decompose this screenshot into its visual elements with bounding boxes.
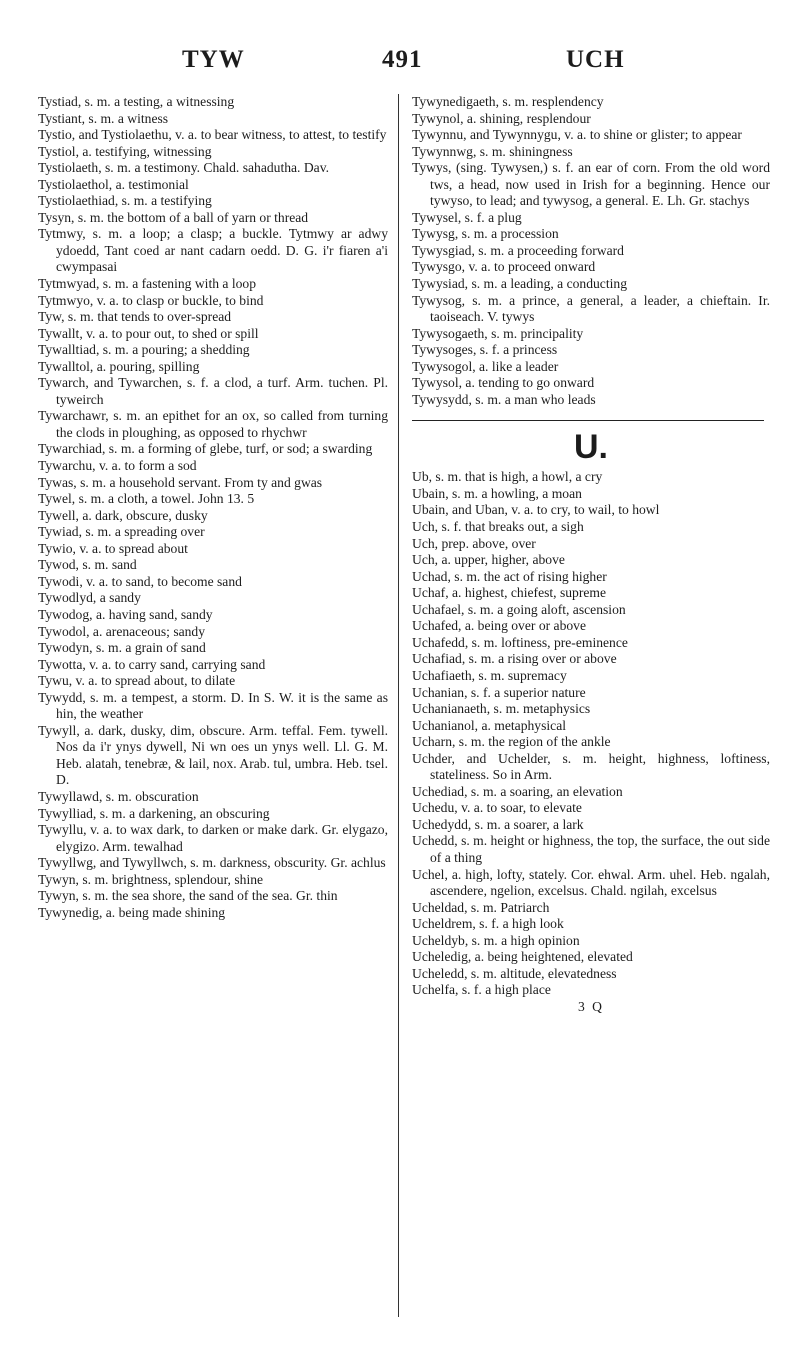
- dictionary-entry: Ucheledd, s. m. altitude, elevatedness: [412, 965, 617, 981]
- dictionary-entry: Uchelfa, s. f. a high place: [412, 982, 551, 998]
- dictionary-entry: Uchanianol, a. metaphysical: [412, 717, 567, 733]
- right-column-top-entries: [412, 94, 770, 408]
- dictionary-entry: Ubain, s. m. a howling, a moan: [412, 485, 582, 501]
- dictionary-entry: Tywarch, and Tywarchen, s. f. a clod, a turf. Arm. tuchen. Pl. tyweirch: [38, 375, 388, 407]
- dictionary-entry: Uch, prep. above, over: [412, 535, 536, 551]
- dictionary-entry: Uchder, and Uchelder, s. m. height, highness, loftiness, stateliness. So in Arm.: [412, 750, 770, 783]
- column-divider: [398, 94, 399, 1317]
- dictionary-entry: Tystiolaethol, a. testimonial: [38, 176, 189, 192]
- dictionary-entry: Uchafael, s. m. a going aloft, ascension: [412, 601, 626, 617]
- dictionary-entry: Tystio, and Tystiolaethu, v. a. to bear witness, to attest, to testify: [38, 127, 387, 143]
- dictionary-entry: Tywodi, v. a. to sand, to become sand: [38, 573, 242, 589]
- dictionary-entry: Tywysog, s. m. a prince, a general, a leader, a chieftain. Ir. taoiseach. V. tywys: [412, 292, 770, 325]
- dictionary-entry: Tywiad, s. m. a spreading over: [38, 524, 205, 540]
- dictionary-entry: Tywynnu, and Tywynnygu, v. a. to shine or glister; to appear: [412, 127, 742, 143]
- dictionary-entry: Tywyn, s. m. brightness, splendour, shine: [38, 871, 264, 887]
- dictionary-entry: Tywarchu, v. a. to form a sod: [38, 458, 197, 474]
- dictionary-entry: Tywys, (sing. Tywysen,) s. f. an ear of corn. From the old word tws, a head, now used in Irish for a beginning. Hence our tywyso, to lead; and tywysog, a general. E. Lh. Gr. stachys: [412, 160, 770, 209]
- right-column: [412, 94, 770, 1015]
- dictionary-entry: Tywysel, s. f. a plug: [412, 209, 522, 225]
- dictionary-entry: Uch, a. upper, higher, above: [412, 552, 565, 568]
- dictionary-entry: Uchafed, a. being over or above: [412, 618, 586, 634]
- dictionary-entry: Uchedydd, s. m. a soarer, a lark: [412, 816, 584, 832]
- section-letter: U.: [574, 428, 608, 467]
- dictionary-entry: Uchafiad, s. m. a rising over or above: [412, 651, 617, 667]
- dictionary-entry: Uchedu, v. a. to soar, to elevate: [412, 800, 582, 816]
- dictionary-entry: Ucheldrem, s. f. a high look: [412, 916, 564, 932]
- dictionary-entry: Uch, s. f. that breaks out, a sigh: [412, 519, 584, 535]
- dictionary-entry: Tywysoges, s. f. a princess: [412, 342, 558, 358]
- dictionary-entry: Tywyn, s. m. the sea shore, the sand of the sea. Gr. thin: [38, 888, 338, 904]
- dictionary-entry: Ucheldyb, s. m. a high opinion: [412, 932, 580, 948]
- dictionary-entry: Tystiolaethiad, s. m. a testifying: [38, 193, 212, 209]
- header-right-guideword: UCH: [566, 46, 625, 73]
- dictionary-entry: Tywalltiad, s. m. a pouring; a shedding: [38, 342, 250, 358]
- dictionary-entry: Tywysol, a. tending to go onward: [412, 375, 595, 391]
- dictionary-entry: Tytmwyo, v. a. to clasp or buckle, to bind: [38, 292, 264, 308]
- dictionary-entry: Uchediad, s. m. a soaring, an elevation: [412, 783, 623, 799]
- dictionary-entry: Tystiad, s. m. a testing, a witnessing: [38, 94, 235, 109]
- dictionary-entry: Tywysydd, s. m. a man who leads: [412, 391, 596, 407]
- dictionary-entry: Tywyllu, v. a. to wax dark, to darken or make dark. Gr. elygazo, elygizo. Arm. tewalhad: [38, 822, 388, 854]
- page-header: [0, 46, 800, 82]
- dictionary-entry: Tywotta, v. a. to carry sand, carrying sand: [38, 656, 266, 672]
- dictionary-entry: Tywio, v. a. to spread about: [38, 540, 188, 556]
- dictionary-entry: Tywel, s. m. a cloth, a towel. John 13. 5: [38, 491, 255, 507]
- section-divider: [412, 420, 764, 421]
- dictionary-entry: Tystiolaeth, s. m. a testimony. Chald. sahadutha. Dav.: [38, 160, 330, 176]
- left-column: [38, 94, 388, 921]
- dictionary-entry: Tystiant, s. m. a witness: [38, 110, 169, 126]
- dictionary-entry: Tywynnwg, s. m. shiningness: [412, 143, 573, 159]
- dictionary-entry: Tywu, v. a. to spread about, to dilate: [38, 673, 236, 689]
- dictionary-entry: Tywallt, v. a. to pour out, to shed or spill: [38, 325, 259, 341]
- dictionary-entry: Uchaf, a. highest, chiefest, supreme: [412, 585, 607, 601]
- dictionary-entry: Ucheldad, s. m. Patriarch: [412, 899, 550, 915]
- dictionary-entry: Ucharn, s. m. the region of the ankle: [412, 734, 611, 750]
- dictionary-entry: Ub, s. m. that is high, a howl, a cry: [412, 469, 603, 485]
- dictionary-entry: Uchad, s. m. the act of rising higher: [412, 568, 607, 584]
- dictionary-entry: Tytmwy, s. m. a loop; a clasp; a buckle. Tytmwy ar adwy ydoedd, Tant coed ar nant cadarn oedd. D. G. i'r fiaren a'i cwympasai: [38, 226, 388, 275]
- dictionary-entry: Tywysg, s. m. a procession: [412, 226, 559, 242]
- dictionary-entry: Tywodlyd, a sandy: [38, 590, 141, 606]
- dictionary-entry: Tywyll, a. dark, dusky, dim, obscure. Arm. teffal. Fem. tywell. Nos da i'r ynys dywell, Ni wn oes un ynys well. Ll. G. M. Heb. alatah, tenebræ, & lail, nox. Arab. tul, umbra. Heb. tsel. D.: [38, 722, 388, 788]
- right-column-bottom-entries: [412, 469, 770, 999]
- dictionary-entry: Tywysogaeth, s. m. principality: [412, 325, 584, 341]
- dictionary-entry: Uchel, a. high, lofty, stately. Cor. ehwal. Arm. uhel. Heb. ngalah, ascendere, ngelion, excelsus. Chald. ngilah, excelsus: [412, 866, 770, 899]
- dictionary-entry: Uchafiaeth, s. m. supremacy: [412, 667, 567, 683]
- dictionary-entry: Tywynol, a. shining, resplendour: [412, 110, 591, 126]
- dictionary-entry: Tywod, s. m. sand: [38, 557, 137, 573]
- dictionary-entry: Tywyllwg, and Tywyllwch, s. m. darkness, obscurity. Gr. achlus: [38, 855, 386, 871]
- dictionary-entry: Tywysgo, v. a. to proceed onward: [412, 259, 596, 275]
- page-number: 491: [382, 46, 423, 73]
- dictionary-entry: Tytmwyad, s. m. a fastening with a loop: [38, 276, 257, 292]
- dictionary-entry: Uchafedd, s. m. loftiness, pre-eminence: [412, 634, 628, 650]
- dictionary-entry: Tywynedigaeth, s. m. resplendency: [412, 94, 604, 109]
- printer-signature: 3 Q: [577, 998, 604, 1014]
- dictionary-entry: Tywalltol, a. pouring, spilling: [38, 358, 200, 374]
- dictionary-entry: Ucheledig, a. being heightened, elevated: [412, 949, 633, 965]
- dictionary-entry: Tywas, s. m. a household servant. From ty and gwas: [38, 474, 323, 490]
- dictionary-entry: Tywell, a. dark, obscure, dusky: [38, 507, 208, 523]
- dictionary-entry: Uchanianaeth, s. m. metaphysics: [412, 701, 591, 717]
- dictionary-entry: Tywysogol, a. like a leader: [412, 358, 559, 374]
- dictionary-entry: Ubain, and Uban, v. a. to cry, to wail, to howl: [412, 502, 660, 518]
- dictionary-entry: Tywodol, a. arenaceous; sandy: [38, 623, 206, 639]
- dictionary-entry: Uchedd, s. m. height or highness, the top, the surface, the out side of a thing: [412, 833, 770, 865]
- dictionary-entry: Tywarchawr, s. m. an epithet for an ox, so called from turning the clods in ploughing, as opposed to rhychwr: [38, 408, 388, 440]
- dictionary-entry: Tywysgiad, s. m. a proceeding forward: [412, 242, 624, 258]
- dictionary-entry: Tywysiad, s. m. a leading, a conducting: [412, 276, 627, 292]
- dictionary-entry: Tywodog, a. having sand, sandy: [38, 606, 213, 622]
- dictionary-entry: Tystiol, a. testifying, witnessing: [38, 143, 212, 159]
- dictionary-entry: Uchanian, s. f. a superior nature: [412, 684, 586, 700]
- dictionary-entry: Tywydd, s. m. a tempest, a storm. D. In S. W. it is the same as hin, the weather: [38, 689, 388, 722]
- dictionary-entry: Tysyn, s. m. the bottom of a ball of yarn or thread: [38, 209, 309, 225]
- dictionary-entry: Tywyllawd, s. m. obscuration: [38, 788, 199, 804]
- dictionary-entry: Tywylliad, s. m. a darkening, an obscuring: [38, 805, 270, 821]
- dictionary-entry: Tywarchiad, s. m. a forming of glebe, turf, or sod; a swarding: [38, 441, 373, 457]
- header-left-guideword: TYW: [182, 46, 245, 73]
- dictionary-entry: Tywynedig, a. being made shining: [38, 904, 226, 920]
- dictionary-entry: Tywodyn, s. m. a grain of sand: [38, 640, 206, 656]
- dictionary-entry: Tyw, s. m. that tends to over-spread: [38, 309, 232, 325]
